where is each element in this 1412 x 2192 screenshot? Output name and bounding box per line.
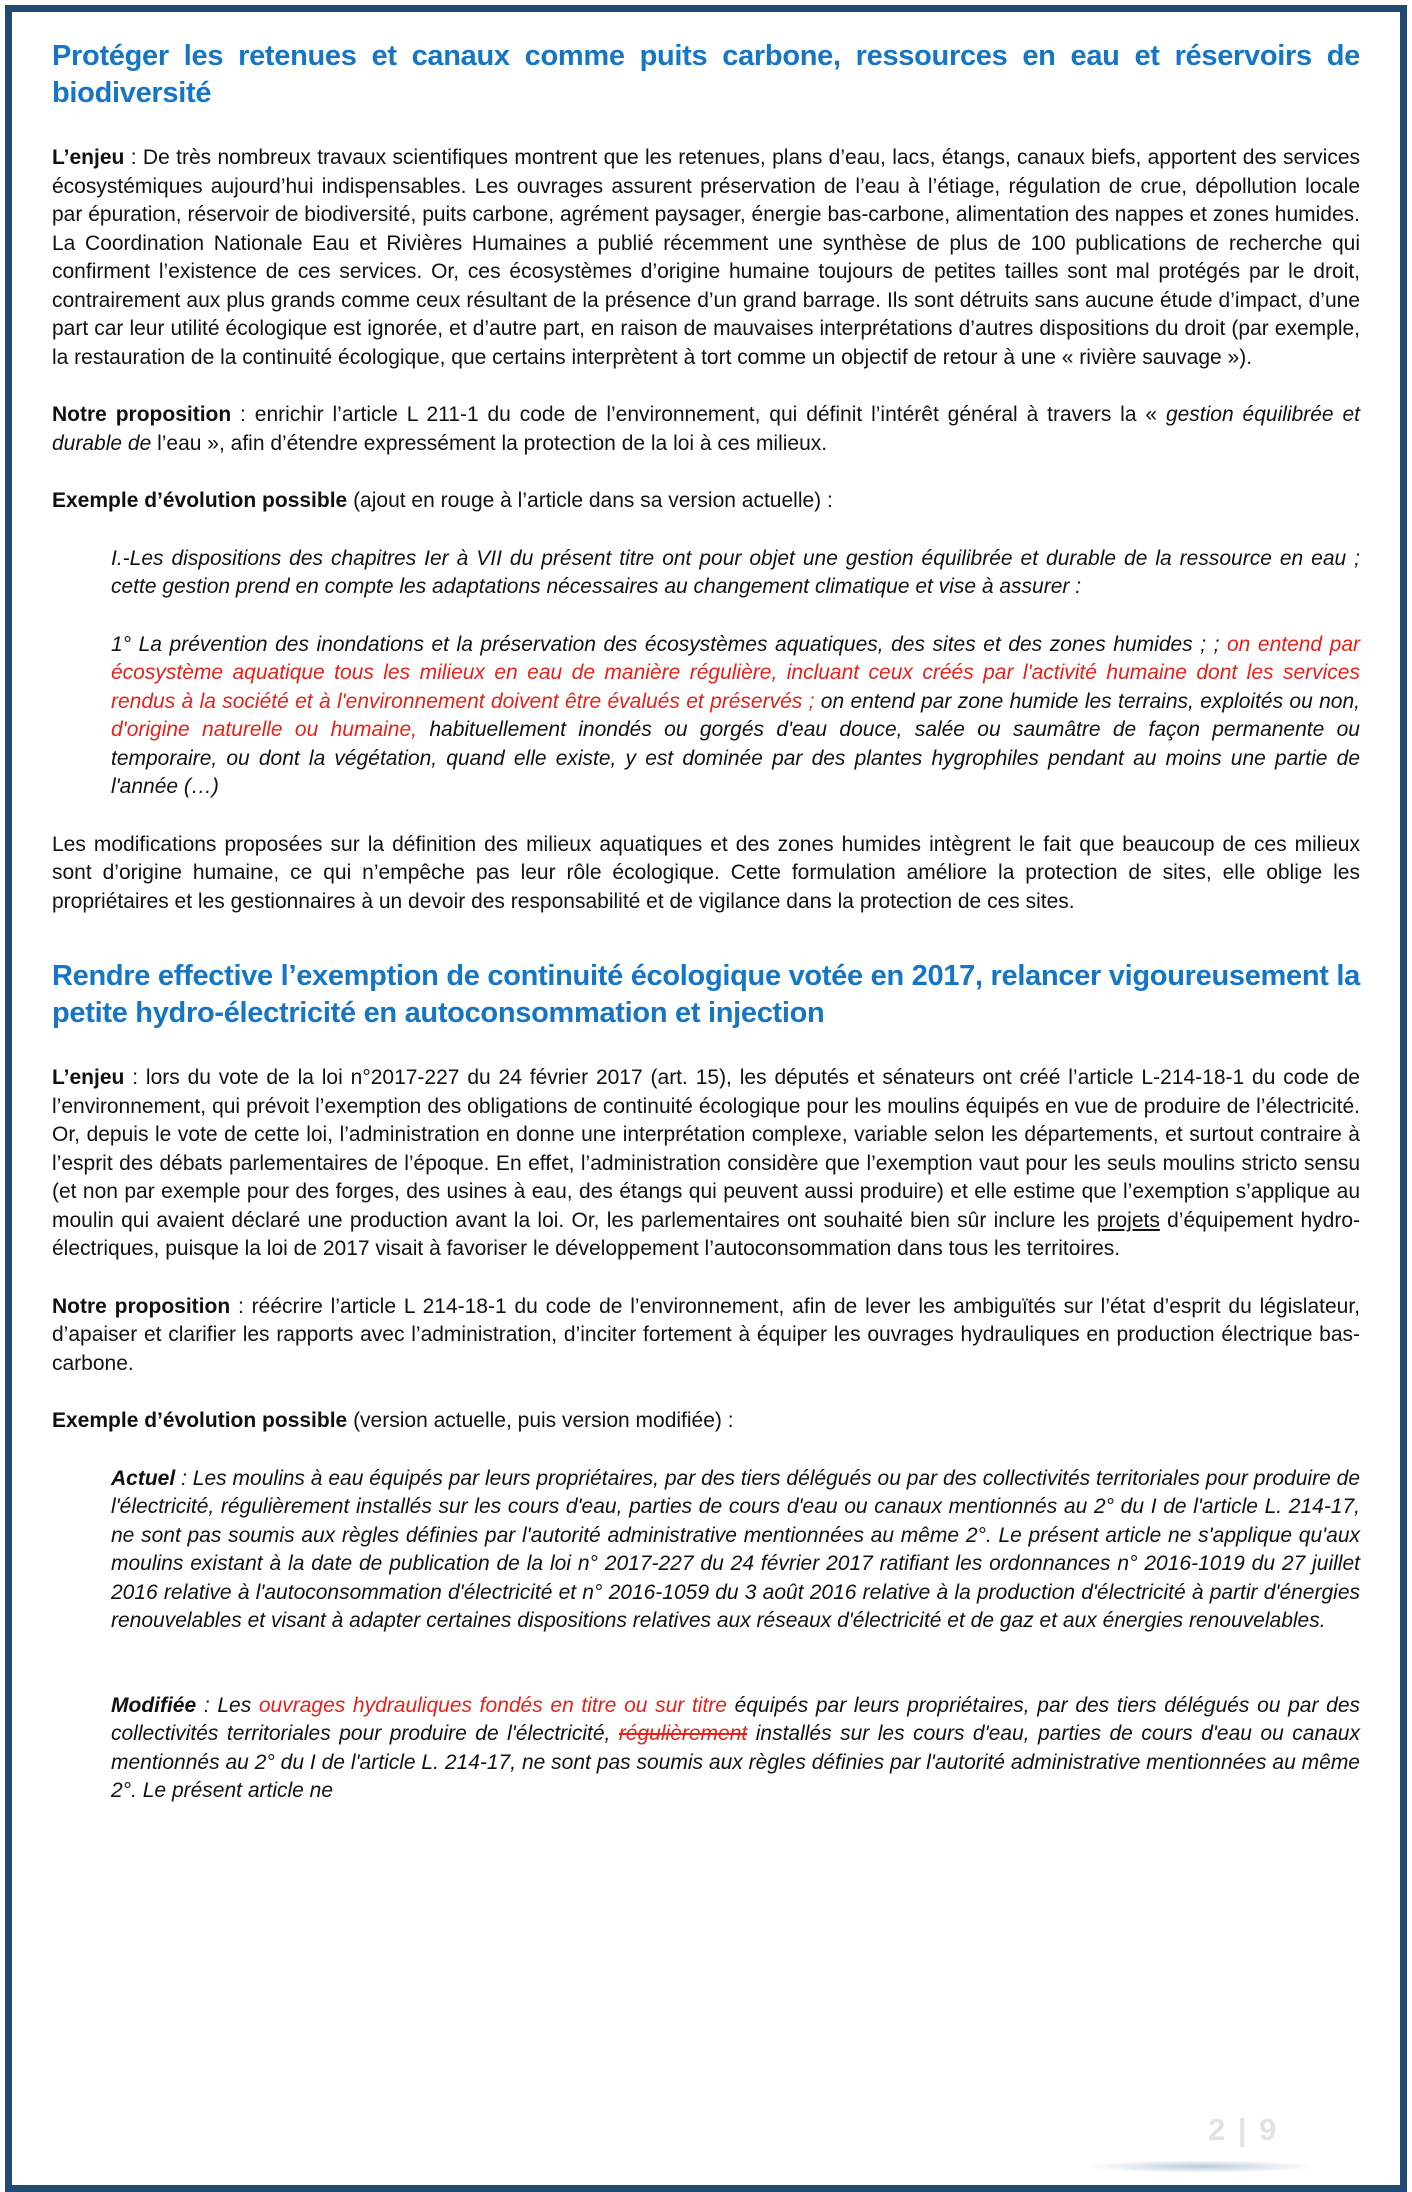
paragraph-exemple-2: Exemple d’évolution possible (version actuelle, puis version modifiée) : — [52, 1409, 734, 1432]
paragraph-enjeu-2: L’enjeu : lors du vote de la loi n°2017-227 du 24 février 2017 (art. 15), les députés et sénateurs ont créé l’article L-214-18-1 du code de l’environnement, qui prévoit l’exemption des obligations de continuité écologique pour les moulins équipés en vue de produire de l’électricité. Or, depuis le vote de cette loi, l’administration en donne une interprétation complexe, variable selon les départements, et surtout contraire à l’esprit des débats parlementaires de l’époque. En effet, l’administration considère que l’exemption vaut pour les seuls moulins stricto sensu (et non par exemple pour des forges, des usines à eau, des étangs qui peuvent aussi produire) et elle estime que l’exemption s’applique au moulin qui avaient déclaré une production avant la loi. Or, les parlementaires ont souhaité bien sûr inclure les projets d’équipement hydro-électriques, puisque la loi de 2017 visait à favoriser le développement l’autoconsommation dans tous les territoires. — [52, 1066, 1360, 1260]
section1-heading: Protéger les retenues et canaux comme puits carbone, ressources en eau et réservoirs de biodiversité — [52, 40, 1360, 109]
quote2-modifiee: Modifiée : Les ouvrages hydrauliques fondés en titre ou sur titre équipés par leurs propriétaires, par des tiers délégués ou par des collectivités territoriales pour produire de l'électricité, régulièrement installés sur les cours d'eau, parties de cours d'eau ou canaux mentionnés au 2° du I de l'article L. 214-17, ne sont pas soumis aux règles définies par l'autorité administrative mentionnées au même 2°. Le présent article ne — [111, 1693, 1361, 1802]
quote1-paragraph-2: 1° La prévention des inondations et la préservation des écosystèmes aquatiques, des sites et des zones humides ; ; on entend par écosystème aquatique tous les milieux en eau de manière régulière, incluant ceux créés par l'activité humaine dont les services rendus à la société et à l'environnement doivent être évalués et préservés ; on entend par zone humide les terrains, exploités ou non, d'origine naturelle ou humaine, habituellement inondés ou gorgés d'eau douce, salée ou saumâtre de façon permanente ou temporaire, ou dont la végétation, quand elle existe, y est dominée par des plantes hygrophiles pendant au moins une partie de l'année (…) — [111, 632, 1361, 798]
law-quote-1 — [111, 545, 1360, 802]
page-content — [52, 38, 1360, 1835]
paragraph-enjeu-1: L’enjeu : De très nombreux travaux scientifiques montrent que les retenues, plans d’eau, lacs, étangs, canaux biefs, apportent des services écosystémiques aujourd’hui indispensables. Les ouvrages assurent préservation de l’eau à l’étiage, régulation de crue, dépollution locale par épuration, réservoir de biodiversité, puits carbone, agrément paysager, énergie bas-carbone, alimentation des nappes et zones humides. La Coordination Nationale Eau et Rivières Humaines a publié récemment une synthèse de plus de 100 publications de recherche qui confirment l’existence de ces services. Or, ces écosystèmes d’origine humaine toujours de petites tailles sont mal protégés par le droit, contrairement aux plus grands comme ceux résultant de la présence d’un grand barrage. Ils sont détruits sans aucune étude d’impact, d’une part car leur utilité écologique est ignorée, et d’autre part, en raison de mauvaises interprétations d’autres dispositions du droit (par exemple, la restauration de la continuité écologique, que certains interprètent à tort comme un objectif de retour à une « rivière sauvage »). — [52, 146, 1360, 369]
section2-heading: Rendre effective l’exemption de continuité écologique votée en 2017, relancer vigoureusement la petite hydro-électricité en autoconsommation et injection — [52, 960, 1360, 1029]
paragraph-modifications: Les modifications proposées sur la définition des milieux aquatiques et des zones humides intègrent le fait que beaucoup de ces milieux sont d’origine humaine, ce qui n’empêche pas leur rôle écologique. Cette formulation améliore la protection de sites, elle oblige les propriétaires et les gestionnaires à un devoir des responsabilité et de vigilance dans la protection de ces sites. — [52, 832, 1360, 913]
law-quote-2 — [111, 1465, 1360, 1806]
paragraph-proposition-1: Notre proposition : enrichir l’article L 211-1 du code de l’environnement, qui définit l’intérêt général à travers la « gestion équilibrée et durable de l’eau », afin d’étendre expressément la protection de la loi à ces milieux. — [52, 403, 1360, 455]
quote2-actuel: Actuel : Les moulins à eau équipés par leurs propriétaires, par des tiers délégués ou par des collectivités territoriales pour produire de l'électricité, régulièrement installés sur les cours d'eau, parties de cours d'eau ou canaux mentionnés au 2° du I de l'article L. 214-17, ne sont pas soumis aux règles définies par l'autorité administrative mentionnées au même 2°. Le présent article ne s'applique qu'aux moulins existant à la date de publication de la loi n° 2017-227 du 24 février 2017 ratifiant les ordonnances n° 2016-1019 du 27 juillet 2016 relative à l'autoconsommation d'électricité et n° 2016-1059 du 3 août 2016 relative à la production d'électricité à partir d'énergies renouvelables et visant à adapter certaines dispositions relatives aux réseaux d'électricité et de gaz et aux énergies renouvelables. — [111, 1466, 1360, 1632]
page-curl-shadow — [1085, 2160, 1317, 2173]
paragraph-proposition-2: Notre proposition : réécrire l’article L 214-18-1 du code de l’environnement, afin de lever les ambiguïtés sur l’état d’esprit du législateur, d’apaiser et clarifier les rapports avec l’administration, d’inciter fortement à équiper les ouvrages hydrauliques en production électrique bas-carbone. — [52, 1294, 1360, 1375]
page-number: 2 | 9 — [1208, 2112, 1279, 2147]
paragraph-exemple-1: Exemple d’évolution possible (ajout en rouge à l’article dans sa version actuelle) : — [52, 489, 833, 512]
quote1-paragraph-1: I.-Les dispositions des chapitres Ier à VII du présent titre ont pour objet une gestion équilibrée et durable de la ressource en eau ; cette gestion prend en compte les adaptations nécessaires au changement climatique et vise à assurer : — [111, 546, 1360, 598]
